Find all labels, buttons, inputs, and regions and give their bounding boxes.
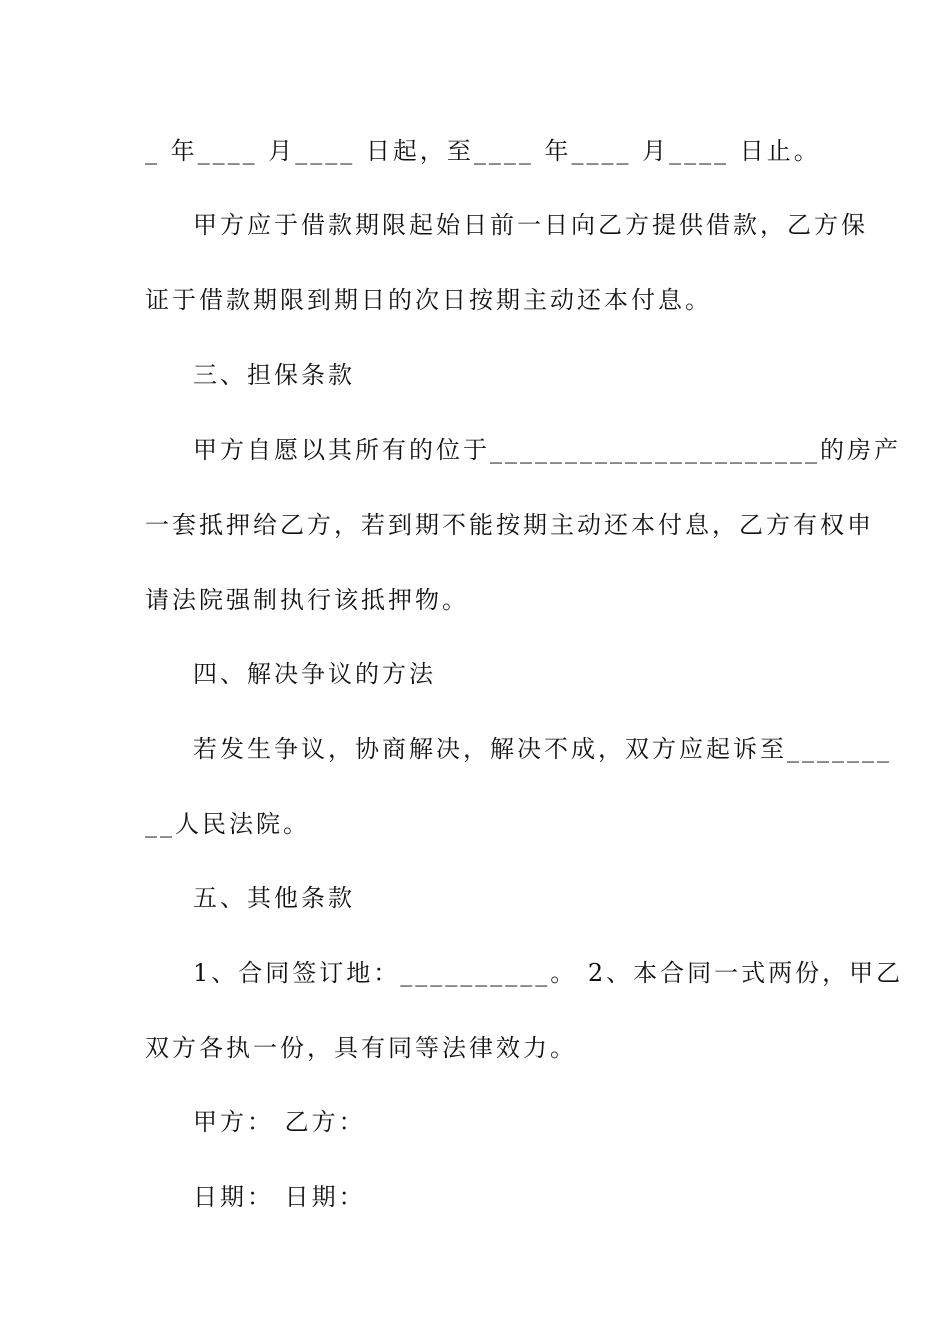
signature-dates: 日期： 日期： bbox=[193, 1183, 366, 1211]
section-heading-guarantee: 三、担保条款 bbox=[193, 361, 355, 389]
section-heading-dispute: 四、解决争议的方法 bbox=[193, 660, 436, 688]
other-clause-text: 1、合同签订地：__________。 2、本合同一式两份，甲乙 bbox=[193, 959, 904, 987]
guarantee-clause-text-cont: 一套抵押给乙方，若到期不能按期主动还本付息，乙方有权申 bbox=[145, 511, 874, 539]
loan-provision-text: 甲方应于借款期限起始日前一日向乙方提供借款，乙方保 bbox=[193, 211, 868, 239]
section-heading-other: 五、其他条款 bbox=[193, 884, 355, 912]
dispute-clause-text-cont: __人民法院。 bbox=[145, 810, 310, 838]
signature-parties: 甲方： 乙方： bbox=[193, 1108, 366, 1136]
other-clause-text-cont: 双方各执一份，具有同等法律效力。 bbox=[145, 1034, 577, 1062]
loan-period-dates: _ 年____ 月____ 日起，至____ 年____ 月____ 日止。 bbox=[145, 137, 821, 165]
guarantee-clause-text-end: 请法院强制执行该抵押物。 bbox=[145, 586, 469, 614]
loan-provision-text-cont: 证于借款期限到期日的次日按期主动还本付息。 bbox=[145, 286, 712, 314]
dispute-clause-text: 若发生争议，协商解决，解决不成，双方应起诉至_______ bbox=[193, 735, 892, 763]
guarantee-clause-text: 甲方自愿以其所有的位于______________________的房产 bbox=[193, 436, 901, 464]
